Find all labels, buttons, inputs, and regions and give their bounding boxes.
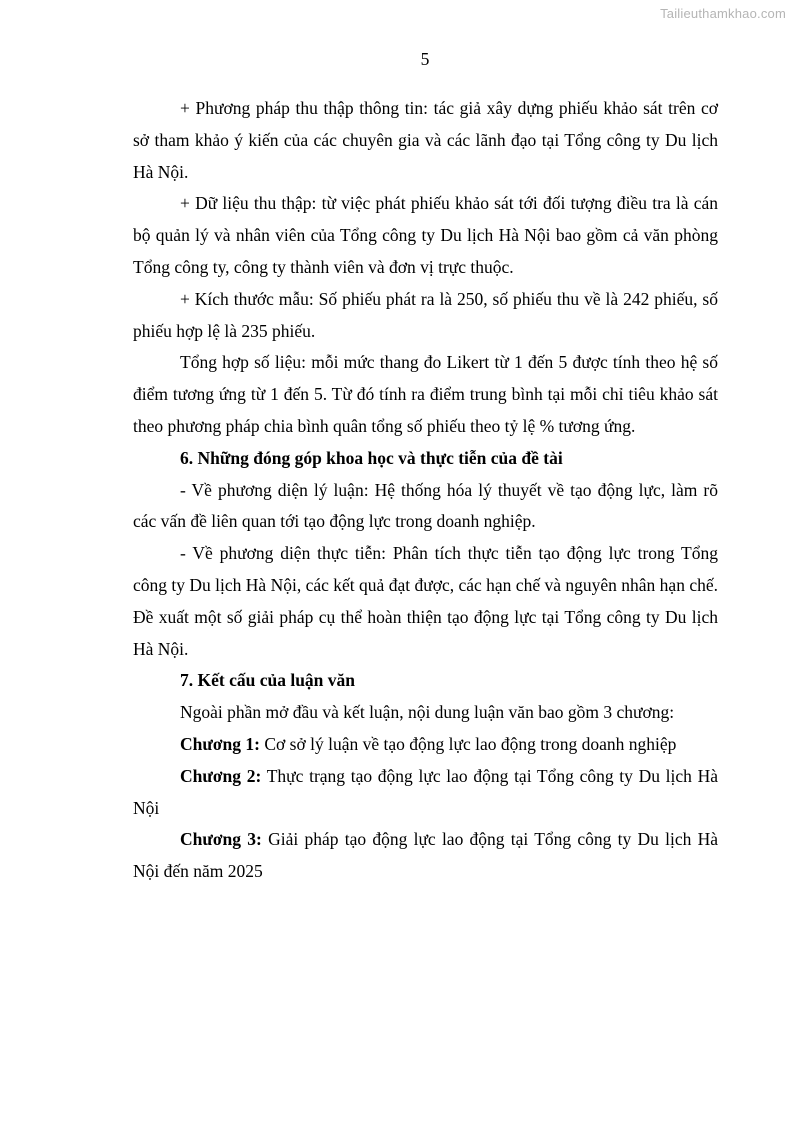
paragraph-collected-data: + Dữ liệu thu thập: từ việc phát phiếu khảo sát tới đối tượng điều tra là cán bộ quản lý và nhân viên của Tổng công ty Du lịch Hà Nội bao gồm cả văn phòng Tổng công ty, công ty thành viên và đơn vị trực thuộc.: [133, 193, 718, 277]
document-body: [133, 93, 718, 888]
section-heading-structure: 7. Kết cấu của luận văn: [180, 670, 356, 691]
chapter-3-line: [133, 824, 718, 888]
chapter-2-title: Thực trạng tạo động lực lao động tại Tổng công ty Du lịch Hà Nội: [133, 765, 718, 818]
chapter-1-title: Cơ sở lý luận về tạo động lực lao động trong doanh nghiệp: [260, 733, 677, 754]
chapter-2-line: [133, 761, 718, 825]
paragraph-sample-size: + Kích thước mẫu: Số phiếu phát ra là 250, số phiếu thu về là 242 phiếu, số phiếu hợp lệ là 235 phiếu.: [133, 288, 718, 341]
paragraph-practical-contribution: - Về phương diện thực tiễn: Phân tích thực tiễn tạo động lực trong Tổng công ty Du lịch Hà Nội, các kết quả đạt được, các hạn chế và nguyên nhân hạn chế. Đề xuất một số giải pháp cụ thể hoàn thiện tạo động lực tại Tổng công ty Du lịch Hà Nội.: [133, 543, 718, 659]
watermark: Tailieuthamkhao.com: [660, 6, 786, 21]
chapter-1-label: Chương 1:: [180, 733, 260, 754]
chapter-2-label: Chương 2:: [180, 765, 262, 786]
paragraph-data-collection-method: + Phương pháp thu thập thông tin: tác giả xây dựng phiếu khảo sát trên cơ sở tham khảo ý kiến của các chuyên gia và các lãnh đạo tại Tổng công ty Du lịch Hà Nội.: [133, 98, 718, 182]
paragraph-structure-intro: Ngoài phần mở đầu và kết luận, nội dung luận văn bao gồm 3 chương:: [180, 702, 675, 723]
chapter-3-title: Giải pháp tạo động lực lao động tại Tổng công ty Du lịch Hà Nội đến năm 2025: [133, 829, 718, 882]
section-heading-contributions: 6. Những đóng góp khoa học và thực tiễn của đề tài: [180, 447, 563, 468]
paragraph-data-synthesis: Tổng hợp số liệu: mỗi mức thang đo Likert từ 1 đến 5 được tính theo hệ số điểm tương ứng từ 1 đến 5. Từ đó tính ra điểm trung bình tại mỗi chỉ tiêu khảo sát theo phương pháp chia bình quân tổng số phiếu theo tỷ lệ % tương ứng.: [133, 352, 718, 436]
chapter-1-line: [133, 729, 718, 761]
chapter-3-label: Chương 3:: [180, 829, 262, 850]
paragraph-theoretical-contribution: - Về phương diện lý luận: Hệ thống hóa lý thuyết về tạo động lực, làm rõ các vấn đề liên quan tới tạo động lực trong doanh nghiệp.: [133, 479, 718, 532]
page-number: 5: [420, 49, 430, 69]
